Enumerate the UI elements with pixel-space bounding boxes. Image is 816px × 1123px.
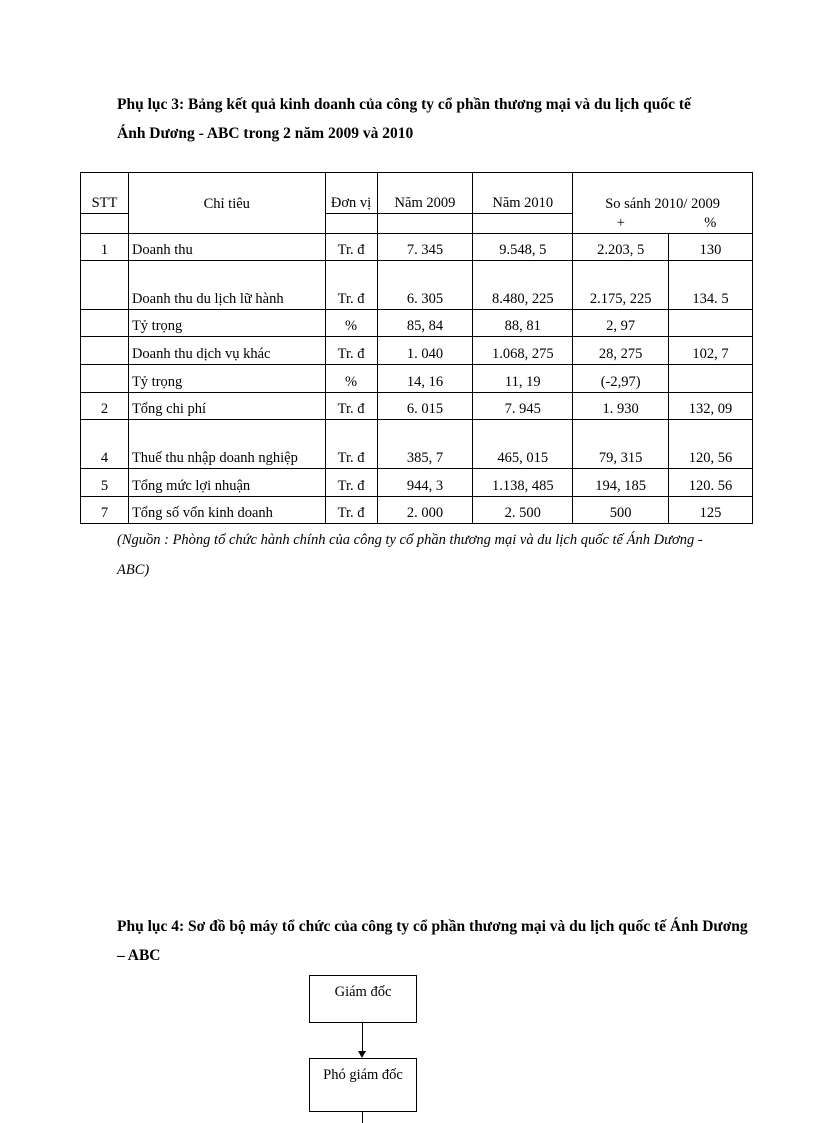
cell-unit: Tr. đ	[325, 261, 377, 310]
cell-unit: Tr. đ	[325, 497, 377, 524]
cell-2010: 465, 015	[473, 420, 573, 469]
cell-diff: 79, 315	[573, 420, 669, 469]
subheader-blank	[325, 214, 377, 234]
cell-pct	[669, 365, 753, 393]
header-unit: Đơn vị	[325, 173, 377, 214]
header-stt: STT	[81, 173, 129, 214]
cell-pct: 120. 56	[669, 469, 753, 497]
arrow-down-icon	[358, 1051, 366, 1058]
cell-2010: 11, 19	[473, 365, 573, 393]
cell-stt: 4	[81, 420, 129, 469]
cell-diff: (-2,97)	[573, 365, 669, 393]
cell-diff: 28, 275	[573, 337, 669, 365]
table-header-row	[81, 173, 753, 214]
subheader-plus: +	[573, 214, 669, 234]
cell-unit: %	[325, 365, 377, 393]
cell-stt: 2	[81, 393, 129, 420]
table-row	[81, 310, 753, 337]
subheader-blank	[81, 214, 129, 234]
cell-indicator: Thuế thu nhập doanh nghiệp	[128, 420, 325, 469]
cell-indicator: Tỷ trọng	[128, 310, 325, 337]
cell-2009: 85, 84	[377, 310, 473, 337]
cell-diff: 194, 185	[573, 469, 669, 497]
cell-2009: 6. 015	[377, 393, 473, 420]
cell-unit: Tr. đ	[325, 337, 377, 365]
table-row	[81, 234, 753, 261]
cell-pct: 120, 56	[669, 420, 753, 469]
cell-pct: 125	[669, 497, 753, 524]
cell-pct: 130	[669, 234, 753, 261]
cell-2009: 1. 040	[377, 337, 473, 365]
org-box-label: Phó giám đốc	[323, 1067, 403, 1083]
table-row	[81, 469, 753, 497]
table-row	[81, 261, 753, 310]
cell-indicator: Tổng mức lợi nhuận	[128, 469, 325, 497]
cell-stt	[81, 365, 129, 393]
table-row	[81, 337, 753, 365]
subheader-blank	[473, 214, 573, 234]
subheader-percent: %	[669, 214, 753, 234]
header-indicator: Chỉ tiêu	[128, 173, 325, 214]
cell-stt	[81, 310, 129, 337]
cell-unit: Tr. đ	[325, 393, 377, 420]
cell-indicator: Tổng số vốn kinh doanh	[128, 497, 325, 524]
cell-stt	[81, 337, 129, 365]
header-2009: Năm 2009	[377, 173, 473, 214]
cell-2010: 1.138, 485	[473, 469, 573, 497]
org-box-label: Giám đốc	[334, 984, 392, 1000]
cell-diff: 1. 930	[573, 393, 669, 420]
cell-unit: Tr. đ	[325, 469, 377, 497]
cell-indicator: Tỷ trọng	[128, 365, 325, 393]
cell-stt	[81, 261, 129, 310]
cell-indicator: Doanh thu	[128, 234, 325, 261]
cell-2009: 6. 305	[377, 261, 473, 310]
org-connector-line	[362, 1112, 363, 1123]
subheader-blank	[377, 214, 473, 234]
cell-2010: 2. 500	[473, 497, 573, 524]
table-source-note: (Nguồn : Phòng tổ chức hành chính của công ty cổ phần thương mại và du lịch quốc tế Ánh Dương - ABC)	[117, 532, 703, 578]
org-box-director	[309, 975, 417, 1023]
cell-pct: 134. 5	[669, 261, 753, 310]
business-results-table	[80, 172, 753, 524]
cell-indicator: Doanh thu dịch vụ khác	[128, 337, 325, 365]
cell-2010: 1.068, 275	[473, 337, 573, 365]
cell-stt: 5	[81, 469, 129, 497]
cell-unit: %	[325, 310, 377, 337]
cell-stt: 1	[81, 234, 129, 261]
cell-2010: 88, 81	[473, 310, 573, 337]
cell-2009: 14, 16	[377, 365, 473, 393]
table-row	[81, 420, 753, 469]
cell-2009: 385, 7	[377, 420, 473, 469]
appendix-4-title: Phụ lục 4: Sơ đồ bộ máy tổ chức của công ty cổ phần thương mại và du lịch quốc tế Ánh Dương – ABC	[117, 918, 748, 964]
cell-2010: 8.480, 225	[473, 261, 573, 310]
cell-2009: 2. 000	[377, 497, 473, 524]
header-compare: So sánh 2010/ 2009	[573, 173, 753, 214]
cell-pct: 132, 09	[669, 393, 753, 420]
cell-diff: 2, 97	[573, 310, 669, 337]
cell-pct	[669, 310, 753, 337]
cell-diff: 2.203, 5	[573, 234, 669, 261]
cell-diff: 500	[573, 497, 669, 524]
table-row	[81, 365, 753, 393]
appendix-3-title: Phụ lục 3: Bảng kết quả kinh doanh của công ty cổ phần thương mại và du lịch quốc tế Ánh Dương - ABC trong 2 năm 2009 và 2010	[117, 96, 691, 142]
subheader-blank	[128, 214, 325, 234]
cell-indicator: Tổng chi phí	[128, 393, 325, 420]
cell-2010: 7. 945	[473, 393, 573, 420]
cell-unit: Tr. đ	[325, 234, 377, 261]
table-subheader-row	[81, 214, 753, 234]
org-connector-line	[362, 1023, 363, 1052]
cell-unit: Tr. đ	[325, 420, 377, 469]
org-box-deputy-director	[309, 1058, 417, 1112]
cell-2009: 944, 3	[377, 469, 473, 497]
table-row	[81, 497, 753, 524]
cell-indicator: Doanh thu du lịch lữ hành	[128, 261, 325, 310]
cell-diff: 2.175, 225	[573, 261, 669, 310]
cell-stt: 7	[81, 497, 129, 524]
header-2010: Năm 2010	[473, 173, 573, 214]
table-row	[81, 393, 753, 420]
cell-2010: 9.548, 5	[473, 234, 573, 261]
cell-2009: 7. 345	[377, 234, 473, 261]
cell-pct: 102, 7	[669, 337, 753, 365]
